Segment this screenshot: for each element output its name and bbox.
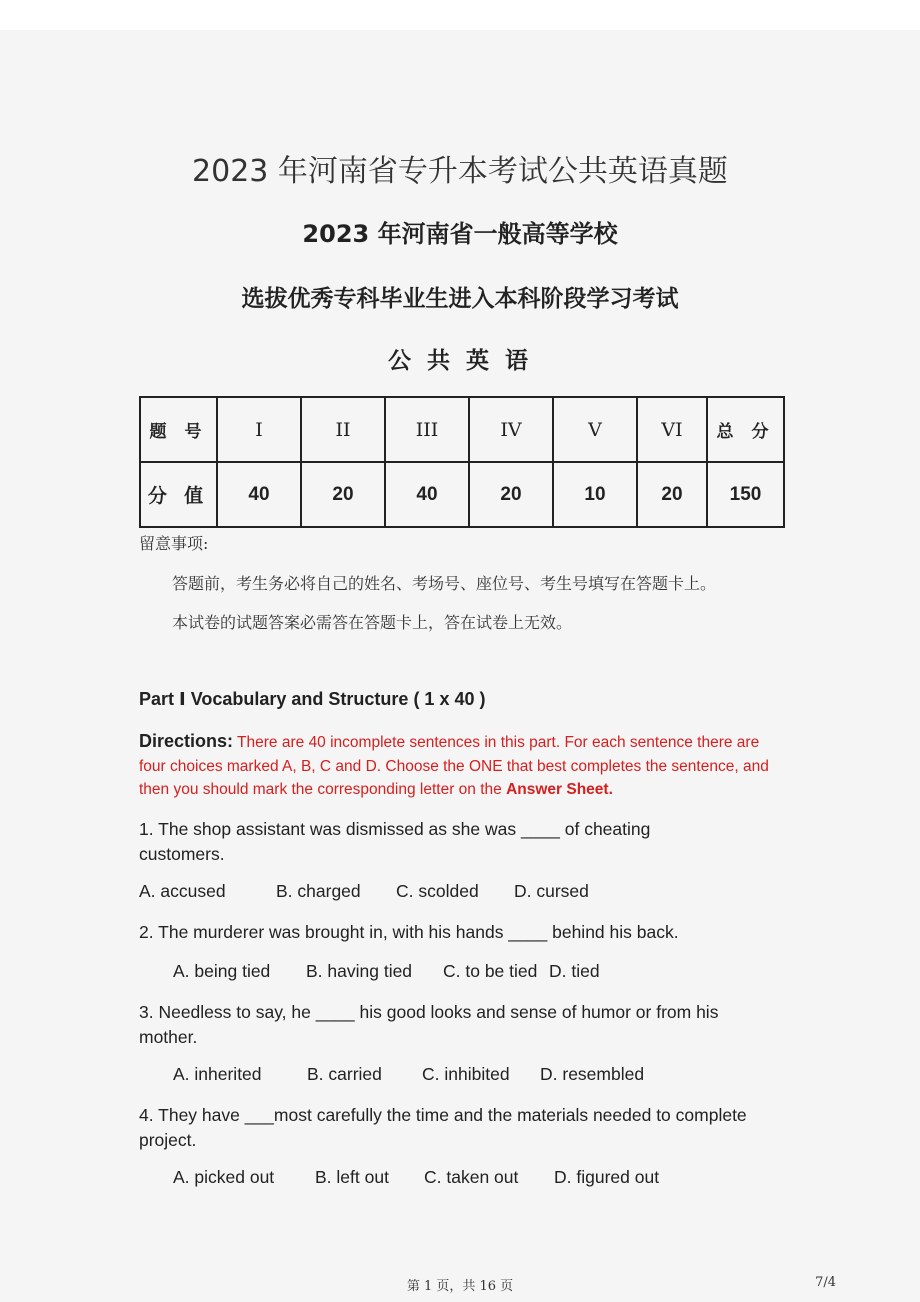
page-ratio: 7/4 bbox=[815, 1275, 836, 1290]
option: A. inherited bbox=[173, 1064, 262, 1084]
directions bbox=[139, 730, 779, 802]
subtitle-2: 选拔优秀专科毕业生进入本科阶段学习考试 bbox=[241, 286, 679, 312]
option: C. inhibited bbox=[422, 1064, 510, 1084]
score-table-header-row bbox=[140, 397, 784, 462]
section-cell: I bbox=[217, 397, 301, 462]
notice-line: 答题前，考生务必将自己的姓名、考场号、座位号、考生号填写在答题卡上。 bbox=[172, 574, 717, 593]
option: B. carried bbox=[307, 1064, 382, 1084]
option: A. being tied bbox=[173, 961, 271, 981]
page-number: 第 1 页，共 16 页 bbox=[406, 1279, 514, 1294]
option: D. resembled bbox=[540, 1064, 645, 1084]
option: B. having tied bbox=[306, 961, 413, 981]
option: D. tied bbox=[549, 961, 600, 981]
score-cell: 10 bbox=[553, 462, 637, 527]
part-heading: Part Ⅰ Vocabulary and Structure ( 1 x 40 ) bbox=[139, 689, 486, 709]
option: B. left out bbox=[315, 1167, 389, 1187]
option: A. picked out bbox=[173, 1167, 275, 1187]
page-title: 2023 年河南省专升本考试公共英语真题 bbox=[192, 154, 728, 189]
header-label-cell: 题 号 bbox=[140, 397, 217, 462]
options-3 bbox=[173, 1064, 644, 1085]
section-cell: V bbox=[553, 397, 637, 462]
subject-title: 公 共 英 语 bbox=[387, 348, 533, 374]
option: C. taken out bbox=[424, 1167, 519, 1187]
directions-text: There are 40 incomplete sentences in this part. For each sentence there are four choices marked A, B, C and D. Choose the ONE that best completes the sentence, and then you should mark the corresponding letter on the bbox=[139, 734, 769, 798]
score-cell: 20 bbox=[637, 462, 707, 527]
options-4 bbox=[173, 1167, 659, 1188]
question-3: 3. Needless to say, he ____ his good looks and sense of humor or from his mother. bbox=[139, 1002, 719, 1047]
total-score-cell: 150 bbox=[707, 462, 784, 527]
score-cell: 20 bbox=[469, 462, 553, 527]
notice-line: 本试卷的试题答案必需答在答题卡上，答在试卷上无效。 bbox=[172, 613, 573, 632]
score-cell: 40 bbox=[217, 462, 301, 527]
option: B. charged bbox=[276, 881, 361, 901]
score-cell: 20 bbox=[301, 462, 385, 527]
option: A. accused bbox=[139, 881, 226, 901]
score-table-value-row bbox=[140, 462, 784, 527]
notice-title: 留意事项: bbox=[139, 534, 209, 553]
question-1: 1. The shop assistant was dismissed as she was ____ of cheating customers. bbox=[139, 819, 651, 864]
option: D. cursed bbox=[514, 881, 589, 901]
score-label-cell: 分 值 bbox=[140, 462, 217, 527]
option: D. figured out bbox=[554, 1167, 660, 1187]
directions-lead: Directions: bbox=[139, 731, 234, 751]
option: C. scolded bbox=[396, 881, 479, 901]
section-cell: II bbox=[301, 397, 385, 462]
score-cell: 40 bbox=[385, 462, 469, 527]
section-cell: IV bbox=[469, 397, 553, 462]
options-1 bbox=[139, 881, 589, 902]
section-cell: III bbox=[385, 397, 469, 462]
option: C. to be tied bbox=[443, 961, 538, 981]
answer-sheet-emphasis: Answer Sheet. bbox=[506, 781, 613, 798]
top-bar bbox=[0, 0, 920, 30]
question-4: 4. They have ___most carefully the time and the materials needed to complete project. bbox=[139, 1105, 747, 1150]
section-cell: VI bbox=[637, 397, 707, 462]
score-table bbox=[139, 396, 785, 528]
subtitle-1: 2023 年河南省一般高等学校 bbox=[302, 220, 618, 248]
options-2 bbox=[173, 961, 600, 982]
question-2: 2. The murderer was brought in, with his hands ____ behind his back. bbox=[139, 922, 679, 942]
total-label-cell: 总 分 bbox=[707, 397, 784, 462]
